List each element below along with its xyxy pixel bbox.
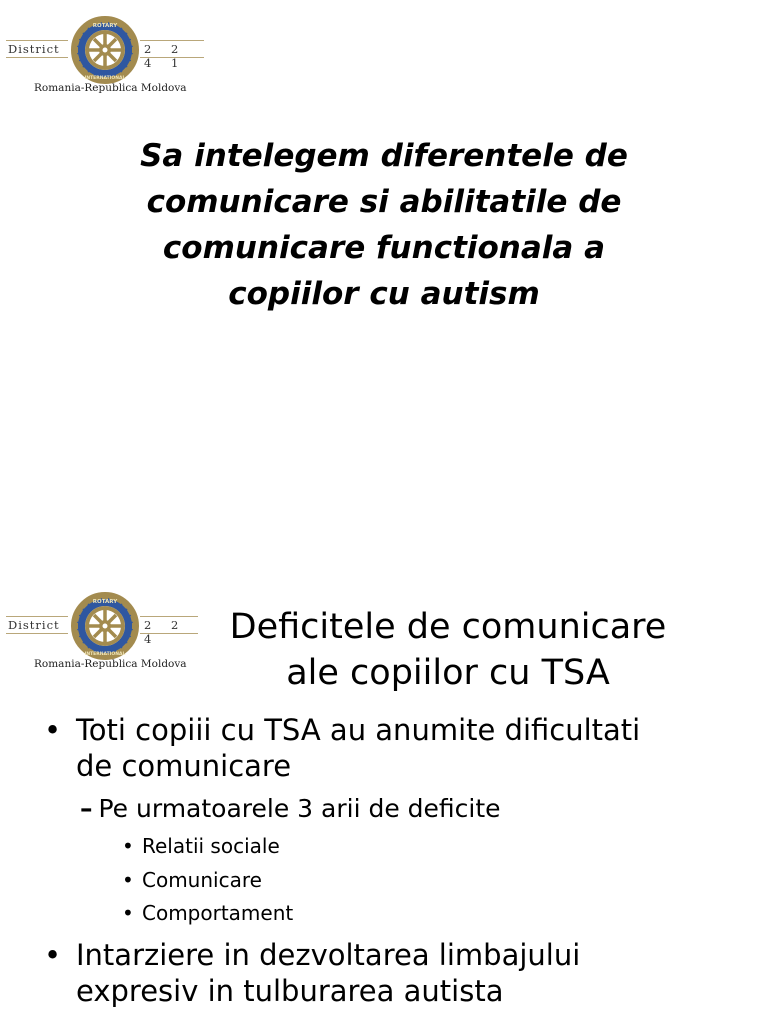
emblem-bottom-text: INTERNATIONAL	[84, 76, 126, 81]
bullet-dot-icon: •	[44, 713, 62, 747]
slide-1-title	[90, 133, 678, 317]
logo-rule-left-top	[6, 40, 68, 41]
title-line: Sa intelegem diferentele de	[140, 138, 628, 174]
bullet-dot-icon: •	[122, 868, 134, 892]
bullet-line: Intarziere in dezvoltarea limbajului	[76, 938, 581, 972]
slide-2	[0, 576, 768, 1024]
sub-sub-bullet-text: Comportament	[142, 901, 294, 925]
logo-district-number: 2 2 4 1	[144, 42, 187, 70]
slide-2-title	[188, 604, 708, 696]
logo-district-number: 2 2 4	[144, 618, 187, 646]
logo-region: Romania-Republica Moldova	[34, 82, 187, 94]
sub-sub-bullet-item	[122, 833, 280, 859]
rotary-district-logo	[6, 10, 206, 100]
bullet-dot-icon: •	[44, 938, 62, 972]
logo-rule-right-top	[140, 40, 204, 41]
rotary-district-logo	[6, 586, 206, 676]
sub-sub-bullet-text: Relatii sociale	[142, 834, 280, 858]
title-line: comunicare si abilitatile de	[146, 184, 622, 220]
title-line: copiilor cu autism	[228, 276, 540, 312]
sub-sub-bullet-text: Comunicare	[142, 868, 262, 892]
bullet-dot-icon: •	[122, 834, 134, 858]
dash-bullet-icon: –	[80, 794, 93, 823]
title-line: Deficitele de comunicare	[229, 607, 667, 647]
emblem-top-text: ROTARY	[92, 23, 118, 29]
logo-district-label: District	[8, 42, 60, 56]
sub-sub-bullet-item	[122, 900, 293, 926]
bullet-line: de comunicare	[76, 749, 292, 783]
logo-rule-left-bottom	[6, 633, 68, 634]
emblem-top-text: ROTARY	[92, 599, 118, 605]
logo-rule-left-top	[6, 616, 68, 617]
sub-bullet-item	[80, 794, 501, 824]
title-line: comunicare functionala a	[162, 230, 606, 266]
rotary-wheel-icon	[70, 591, 140, 661]
sub-bullet-text: Pe urmatoarele 3 arii de deficite	[98, 794, 501, 823]
bullet-line: Toti copiii cu TSA au anumite dificultati	[76, 713, 641, 747]
emblem-bottom-text: INTERNATIONAL	[84, 652, 126, 657]
bullet-line: expresiv in tulburarea autista	[76, 974, 504, 1008]
logo-rule-left-bottom	[6, 57, 68, 58]
rotary-wheel-icon	[70, 15, 140, 85]
title-line: ale copiilor cu TSA	[286, 653, 610, 693]
logo-region: Romania-Republica Moldova	[34, 658, 187, 670]
bullet-dot-icon: •	[122, 901, 134, 925]
logo-district-label: District	[8, 618, 60, 632]
sub-sub-bullet-item	[122, 867, 262, 893]
